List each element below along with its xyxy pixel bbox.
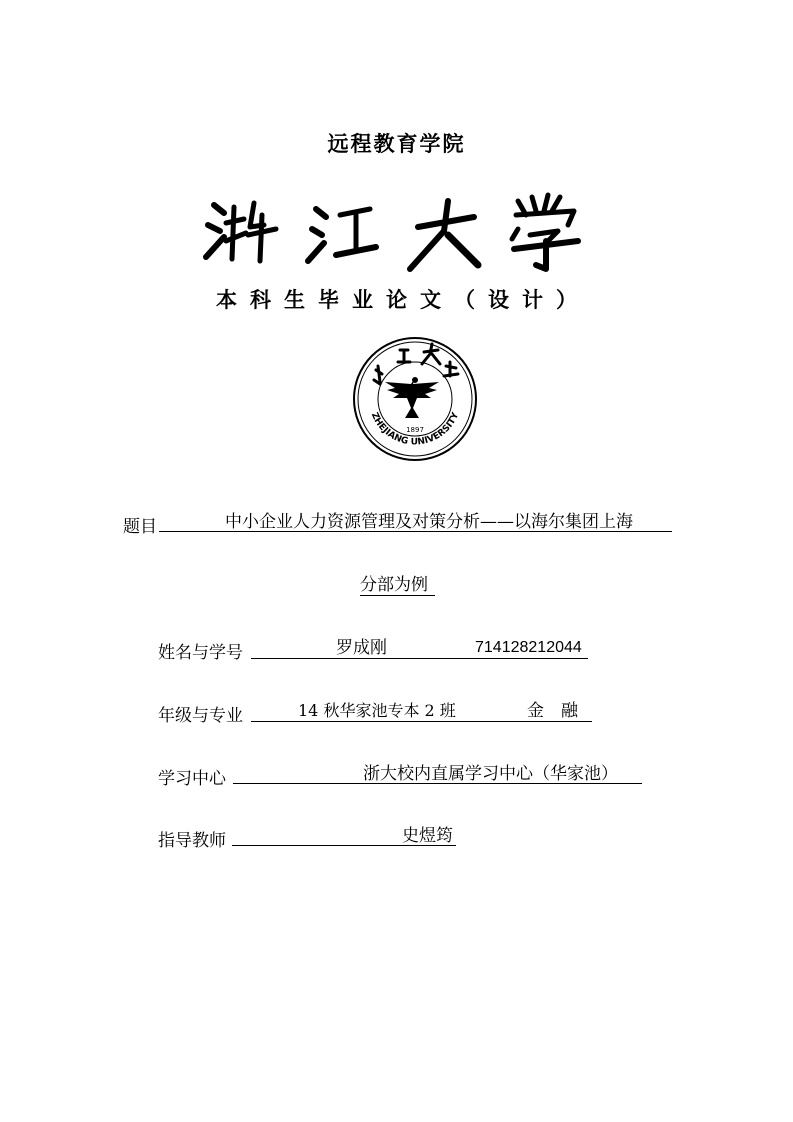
grade-major-label: 年级与专业 <box>158 706 243 726</box>
school-name: 远程教育学院 <box>327 132 466 156</box>
student-id: 714128212044 <box>475 639 582 656</box>
title-line-2: 分部为例 <box>360 575 435 596</box>
document-type-title: 本科生毕业论文（设计） <box>216 288 590 312</box>
grade-major-line <box>251 701 592 722</box>
learning-center-value: 浙大校内直属学习中心（华家池） <box>233 764 642 784</box>
student-name: 罗成刚 <box>336 638 387 658</box>
title-label: 题目 <box>123 517 157 537</box>
advisor-label: 指导教师 <box>158 831 226 851</box>
learning-center-label: 学习中心 <box>158 769 226 789</box>
university-seal-emblem <box>352 336 478 462</box>
seal-english-name: ZHEJIANG UNIVERSITY <box>368 411 462 448</box>
seal-year: 1897 <box>406 426 424 434</box>
title-line-1: 中小企业人力资源管理及对策分析——以海尔集团上海 <box>159 512 672 532</box>
university-calligraphy-logo <box>196 185 596 275</box>
name-id-line <box>251 638 588 659</box>
class-value: 14 秋华家池专本 2 班 <box>298 701 456 720</box>
major-value: 金 融 <box>527 701 578 721</box>
name-id-label: 姓名与学号 <box>158 643 243 663</box>
advisor-value: 史煜筠 <box>232 826 456 846</box>
